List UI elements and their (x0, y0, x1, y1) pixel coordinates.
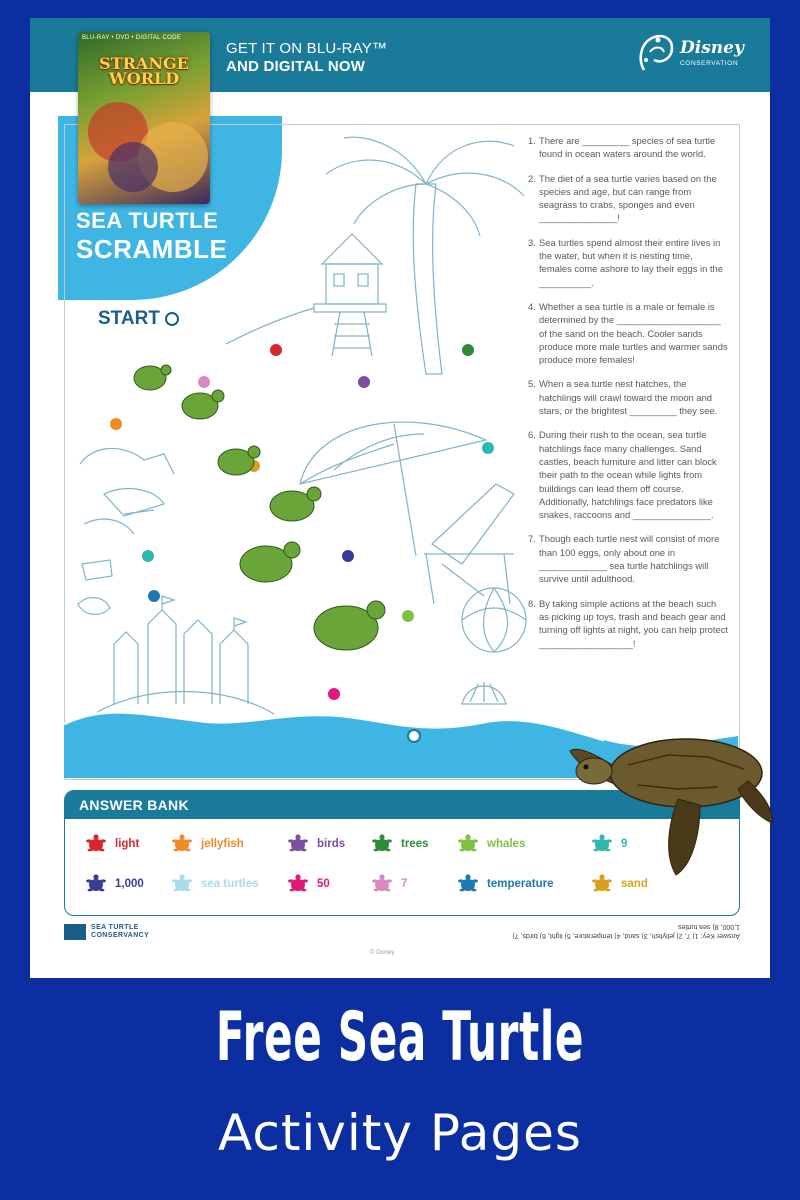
question-number: 2. (528, 172, 536, 184)
promo-line-1: GET IT ON BLU-RAY™ (226, 40, 388, 57)
conservation-label: CONSERVATION (680, 60, 739, 67)
answer-bank-item (171, 873, 259, 895)
answer-bank-item (85, 873, 144, 895)
beach-ball-illustration (462, 588, 526, 652)
conservancy-name-line-1: SEA TURTLE (91, 924, 139, 931)
strange-world-dvd-cover (78, 32, 210, 204)
turtle-icon (457, 833, 479, 855)
answer-bank-item (371, 833, 429, 855)
start-text: START (98, 308, 160, 329)
question-text: The diet of a sea turtle varies based on the species and age, but can range from seagrass to crabs, sponges and even _______________! (539, 172, 717, 224)
turtle-icon (457, 873, 479, 895)
answer-word: trees (401, 838, 429, 850)
question-number: 1. (528, 135, 536, 146)
question-number: 3. (528, 236, 536, 248)
answer-bank-title: ANSWER BANK (65, 791, 739, 819)
activity-title-line-1: SEA TURTLE (76, 208, 219, 233)
answer-bank-item (287, 873, 330, 895)
answer-word: 1,000 (115, 878, 144, 890)
answer-word: light (115, 838, 140, 850)
dvd-title-line-2: WORLD (108, 69, 180, 88)
question-item (528, 532, 728, 585)
maze-dot (198, 376, 210, 388)
turtle-icon (171, 873, 193, 895)
sea-turtle-photo (568, 715, 778, 885)
start-ring-icon (165, 312, 179, 326)
maze-dot (142, 550, 154, 562)
maze-dot (482, 442, 494, 454)
page-headline: Free Sea Turtle (215, 998, 585, 1077)
dvd-title-line-1: STRANGE (99, 54, 189, 73)
question-number: 7. (528, 533, 536, 545)
sea-turtle-conservancy-logo (64, 924, 149, 940)
maze-dot (328, 688, 340, 700)
answer-word: 50 (317, 878, 330, 890)
turtle-icon (85, 833, 107, 855)
question-text: During their rush to the ocean, sea turtle hatchlings face many challenges. Sand castles, beach furniture and litter can block their path to the ocean while lights from buildings can lead them off course. Additionally, hatchlings face predators like snakes, raccoons and _______________. (539, 429, 717, 521)
promo-text (226, 40, 387, 76)
question-item (528, 134, 728, 161)
conservancy-name-line-2: CONSERVANCY (91, 932, 150, 939)
answer-bank-item (171, 833, 244, 855)
question-item (528, 236, 728, 289)
hatchling-turtle (134, 365, 171, 390)
answer-word: sea turtles (201, 878, 259, 890)
question-item (528, 377, 728, 417)
question-number: 5. (528, 378, 536, 390)
turtle-icon (371, 833, 393, 855)
beach-litter-illustration (78, 448, 174, 614)
upside-down-answer-key: Answer Key: 1) 7, 2) jellyfish, 3) sand, 4) temperature, 5) light, 6) birds, 7) 1,000, 8) sea turtles (512, 923, 740, 939)
hatchling-turtles (134, 365, 385, 650)
question-item (528, 172, 728, 225)
question-text: Though each turtle nest will consist of more than 100 eggs, only about one in _____________ sea turtle hatchlings will survive until adulthood. (539, 533, 720, 585)
promo-line-2: AND DIGITAL NOW (226, 58, 366, 75)
hatchling-turtle (270, 487, 321, 521)
activity-title-line-2: SCRAMBLE (76, 234, 228, 264)
answer-word: jellyfish (201, 838, 244, 850)
beach-chair-illustration (424, 484, 514, 604)
answer-bank-item (457, 873, 553, 895)
answer-word: 9 (621, 838, 628, 850)
question-number: 8. (528, 597, 536, 609)
maze-start-label (98, 308, 179, 330)
dvd-format-label: BLU-RAY • DVD • DIGITAL CODE (82, 35, 182, 41)
page-subheadline: Activity Pages (218, 1104, 582, 1162)
maze-dot (358, 376, 370, 388)
question-number: 6. (528, 429, 536, 441)
disney-conservation-logo (636, 28, 746, 80)
maze-dot (270, 344, 282, 356)
turtle-icon (287, 833, 309, 855)
maze-dot (402, 610, 414, 622)
answer-bank-item (371, 873, 407, 895)
dvd-title (78, 56, 210, 86)
answer-word: 7 (401, 878, 408, 890)
maze-dot (462, 344, 474, 356)
seashell-illustration (462, 682, 506, 704)
hatchling-turtle (182, 390, 224, 419)
question-number: 4. (528, 300, 536, 312)
turtle-icon (171, 833, 193, 855)
conservancy-name (91, 924, 149, 940)
sand-castle-illustration (94, 596, 274, 714)
answer-word: sand (621, 878, 648, 890)
maze-finish-ring (408, 730, 420, 742)
hatchling-turtle (314, 601, 385, 650)
question-text: By taking simple actions at the beach such as picking up toys, trash and beach gear and turning off lights at night, you can help protect __________________! (539, 597, 729, 649)
answer-bank-item (85, 833, 139, 855)
answer-word: birds (317, 838, 346, 850)
maze-dot (148, 590, 160, 602)
cover-art-shape (108, 142, 158, 192)
palm-tree-illustration (326, 137, 524, 374)
copyright-notice: © Disney (370, 950, 395, 956)
maze-dot (110, 418, 122, 430)
turtle-icon (287, 873, 309, 895)
answer-bank-item (287, 833, 345, 855)
maze-dot (342, 550, 354, 562)
turtle-icon (371, 873, 393, 895)
turtle-icon (85, 873, 107, 895)
answer-bank-item (457, 833, 525, 855)
question-text: When a sea turtle nest hatches, the hatchlings will crawl toward the moon and stars, or the brightest _________ they see. (539, 378, 718, 417)
beach-umbrella-illustration (300, 422, 486, 556)
trivia-questions (528, 134, 728, 661)
hatchling-turtle (240, 542, 300, 582)
question-text: Whether a sea turtle is a male or female is determined by the ____________________ of the sand on the beach. Cooler sands produce more male turtles and warmer sands produce more females! (539, 300, 728, 366)
question-text: There are _________ species of sea turtle found in ocean waters around the world. (539, 135, 716, 160)
question-item (528, 300, 728, 366)
question-item (528, 428, 728, 521)
answer-word: whales (487, 838, 526, 850)
beach-hut-illustration (226, 234, 386, 356)
conservation-swirl-icon (636, 30, 676, 76)
conservancy-turtle-icon (64, 924, 86, 940)
question-text: Sea turtles spend almost their entire lives in the water, but when it is nesting time, females come ashore to lay their eggs in the __________. (539, 236, 723, 288)
disney-wordmark: Disney (680, 38, 744, 58)
question-item (528, 597, 728, 650)
answer-word: temperature (487, 878, 554, 890)
